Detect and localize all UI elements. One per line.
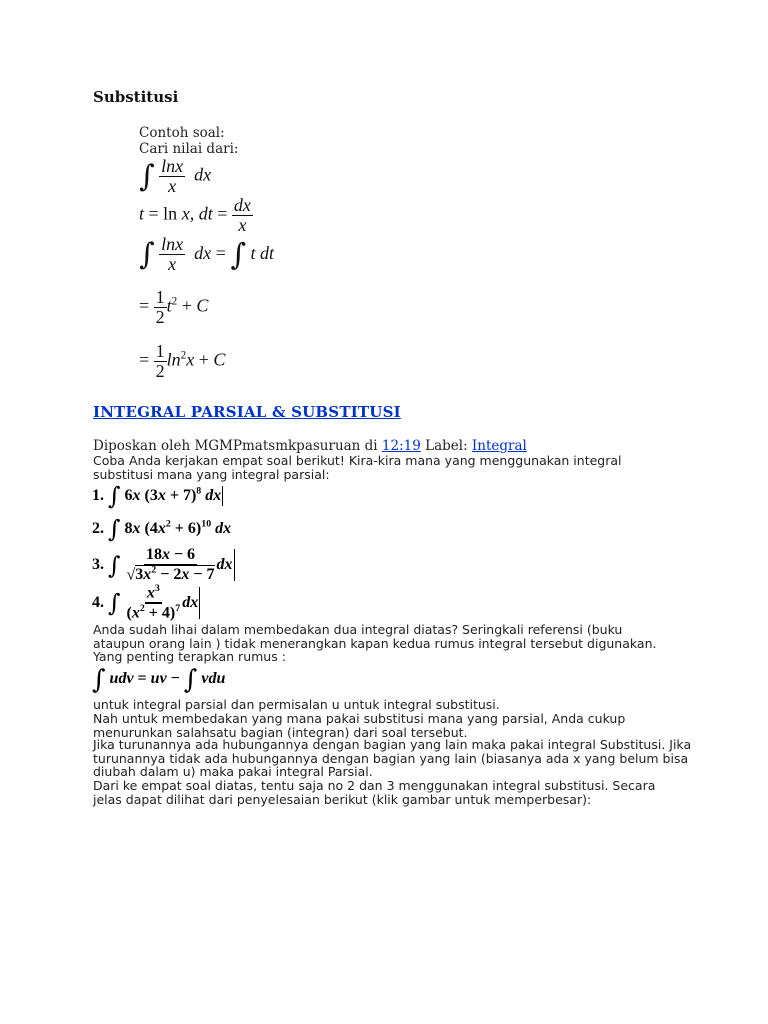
problem-2: 2. ∫ 8x $(4x^2 + 6)^{10}$ dx <box>92 515 232 543</box>
label-prefix: Label: <box>420 438 472 454</box>
formula-integral-t-dt: ∫ $\frac{\ln x}{x}$ dx = ∫ t dt <box>139 234 274 274</box>
intro-paragraph: Coba Anda kerjakan empat soal berikut! Kira-kira mana yang menggunakan integral substitusi mana yang integral parsial: <box>93 453 622 482</box>
formula-integral-lnx-over-x: ∫ $\frac{\ln x}{x}$ dx <box>139 156 212 196</box>
section-title: Substitusi <box>93 88 179 106</box>
paragraph-2: untuk integral parsial dan permisalan u untuk integral substitusi. <box>93 697 500 712</box>
formula-result: = $\frac{1}{2}$ $\ln^2x + C$ <box>139 341 226 381</box>
problem-number: 3. <box>92 556 104 574</box>
formula-half-t-squared: = $\frac{1}{2}$ $t^2 + C$ <box>139 287 209 327</box>
post-title-link[interactable]: INTEGRAL PARSIAL & SUBSTITUSI <box>93 403 401 421</box>
post-meta <box>93 438 527 454</box>
label-link[interactable]: Integral <box>471 438 527 454</box>
problem-4: 4. ∫ $\frac{x^3}{(x^2 + 4)^7}$ dx <box>92 583 199 622</box>
problem-number: 1. <box>92 487 104 504</box>
formula-integral-parts: ∫ udv = uv − ∫ vdu <box>92 665 226 695</box>
example-label: Contoh soal: <box>139 125 225 141</box>
posted-by-text: Diposkan oleh MGMPmatsmkpasuruan di <box>93 438 382 454</box>
paragraph-5: Dari ke empat soal diatas, tentu saja no 2 dan 3 menggunakan integral substitusi. Secara jelas dapat dilihat dari penyelesaian berikut (klik gambar untuk memperbesar): <box>93 778 656 807</box>
paragraph-3: Nah untuk membedakan yang mana pakai substitusi mana yang parsial, Anda cukup menurunkan salahsatu bagian (integran) dari soal tersebut. <box>93 711 626 740</box>
paragraph-4: Jika turunannya ada hubungannya dengan bagian yang lain maka pakai integral Substitusi. Jika turunannya tidak ada hubungannya dengan bagian yang lain (biasanya ada x yang belum bisa diubah dalam u) maka pakai integral Parsial. <box>93 737 692 779</box>
example-question: Cari nilai dari: <box>139 141 239 157</box>
post-time-link[interactable]: 12:19 <box>381 438 421 454</box>
problem-1: 1. ∫ 6x $(3x + 7)^8$ dx <box>92 482 222 510</box>
problem-number: 2. <box>92 520 104 537</box>
formula-substitution: t = ln x, dt = $\frac{dx}{x}$ <box>139 196 251 232</box>
problem-3: 3. ∫ $\frac{18x - 6}{√3x^2 - 2x - 7}$ dx <box>92 546 233 584</box>
paragraph-1: Anda sudah lihai dalam membedakan dua integral diatas? Seringkali referensi (buku ataupun orang lain ) tidak menerangkan kapan kedua rumus integral tersebut digunakan. Yang penting terapkan rumus : <box>93 622 657 664</box>
problem-number: 4. <box>92 593 104 611</box>
